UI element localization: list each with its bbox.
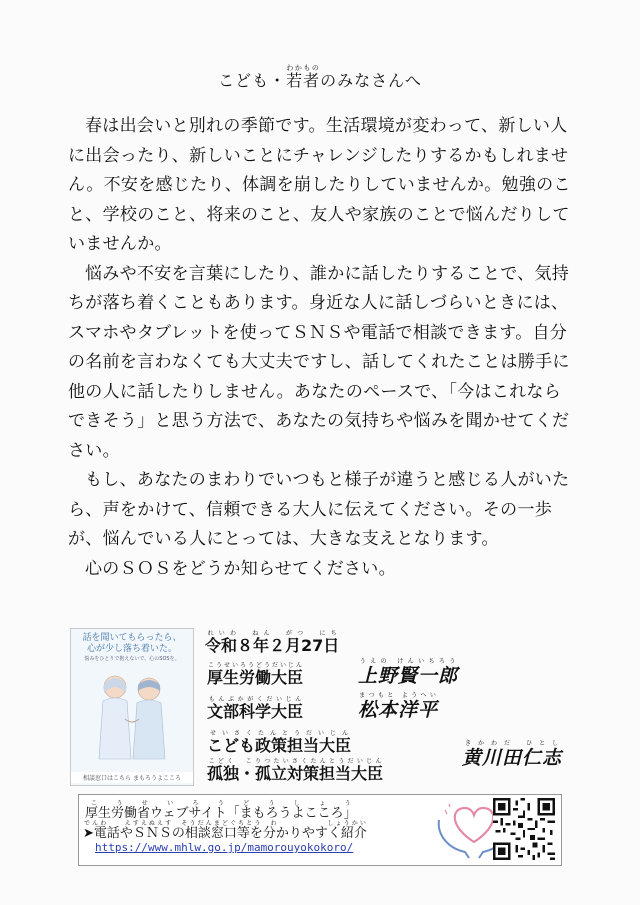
signatory-title-2 bbox=[207, 696, 303, 722]
signature-name: 松本洋平 bbox=[358, 699, 439, 721]
date-text: 令和８年２月27日 bbox=[205, 636, 340, 655]
date-reading: れいわ ねん がつ にち bbox=[205, 630, 340, 637]
paragraph-4: 心のＳＯＳをどうか知らせてください。 bbox=[85, 558, 396, 579]
title-ruby-reading: わかもの bbox=[286, 64, 321, 72]
banner-description bbox=[83, 820, 367, 841]
signatory-title-text: 孤独・孤立対策担当大臣 bbox=[207, 764, 384, 783]
title-ruby bbox=[286, 64, 321, 90]
banner-title-reading: こうせいろうどうしょう bbox=[85, 800, 357, 807]
poster-illustration-icon bbox=[85, 669, 179, 765]
poster-caption: 相談窓口はこちら まもろうよこころ bbox=[71, 772, 193, 783]
paragraph-3: もし、あなたのまわりでいつもと様子が違うと感じる人がいたら、声をかけて、信頼できる大人に伝えてください。その一歩が、悩んでいる人にとっては、大きな支えとなります。 bbox=[68, 470, 570, 549]
banner-title-text: 厚生労働省ウェブサイト「まもろうよこころ」 bbox=[85, 806, 357, 821]
signature-reading: まつもと ようへい bbox=[358, 692, 439, 699]
signatory-title-reading: こうせいろうどうだいじん bbox=[207, 662, 304, 669]
poster-headline-line1: 話を聞いてもらったら、 bbox=[82, 633, 182, 643]
paragraph-1: 春は出会いと別れの季節です。生活環境が変わって、新しい人に出会ったり、新しいことにチャレンジしたりするかもしれません。不安を感じたり、体調を崩したりしていませんか。勉強のこと、学校のこと、将来のこと、友人や家族のことで悩んだりしていませんか。 bbox=[68, 116, 571, 254]
signature-3 bbox=[462, 740, 562, 770]
signature-name: 黄川田仁志 bbox=[462, 747, 563, 769]
banner-description-text: ➤電話やＳＮＳの相談窓口等を分かりやすく紹介 bbox=[83, 826, 367, 841]
signatory-title-text: 厚生労働大臣 bbox=[207, 668, 304, 687]
signature-reading: きかわだ ひとし bbox=[462, 740, 563, 747]
signature-2 bbox=[358, 692, 438, 722]
title-prefix: こども・ bbox=[218, 71, 287, 90]
qr-code-icon[interactable] bbox=[493, 798, 555, 860]
page-title bbox=[0, 64, 640, 91]
signatory-title-text: こども政策担当大臣 bbox=[207, 736, 352, 755]
signature-name: 上野賢一郎 bbox=[358, 665, 459, 687]
signature-reading: うえの けんいちろう bbox=[358, 658, 459, 665]
letter-date bbox=[205, 630, 339, 656]
banner-description-reading: でんわ えすえぬえす そうだんまどぐちとう わ しょうかい bbox=[83, 820, 367, 827]
title-suffix: のみなさんへ bbox=[320, 71, 422, 90]
signatory-title-reading: もんぶかがくだいじん bbox=[207, 696, 304, 703]
signatory-title-reading: せいさくたんとうだいじん bbox=[207, 730, 352, 737]
title-ruby-base: 若者 bbox=[286, 71, 321, 90]
signatory-title-text: 文部科学大臣 bbox=[207, 702, 304, 721]
signature-1 bbox=[358, 658, 458, 688]
poster-headline-line2: 心が少し落ち着いた。 bbox=[86, 644, 177, 654]
poster-subline: 悩みをひとりで抱えないで、心のSOSを。 bbox=[84, 656, 180, 662]
banner-title bbox=[85, 800, 357, 821]
website-banner[interactable] bbox=[78, 794, 562, 866]
campaign-poster-image bbox=[70, 628, 194, 786]
letter-body bbox=[68, 112, 578, 584]
website-url-link[interactable]: https://www.mhlw.go.jp/mamorouyokokoro/ bbox=[95, 841, 354, 854]
signatory-title-reading: こどく こりつたいさくたんとうだいじん bbox=[207, 758, 384, 765]
paragraph-2: 悩みや不安を言葉にしたり、誰かに話したりすることで、気持ちが落ち着くこともあります。身近な人に話しづらいときには、スマホやタブレットを使ってＳＮＳや電話で相談できます。自分の名前を言わなくても大丈夫ですし、話してくれたことは勝手に他の人に話したりしません。あなたのペースで、「今はこれならできそう」と思う方法で、あなたの気持ちや悩みを聞かせてください。 bbox=[68, 263, 570, 461]
signatory-title-3 bbox=[207, 730, 351, 756]
signatory-title-1 bbox=[207, 662, 303, 688]
poster-headline bbox=[71, 633, 193, 663]
signatory-title-4 bbox=[207, 758, 383, 784]
